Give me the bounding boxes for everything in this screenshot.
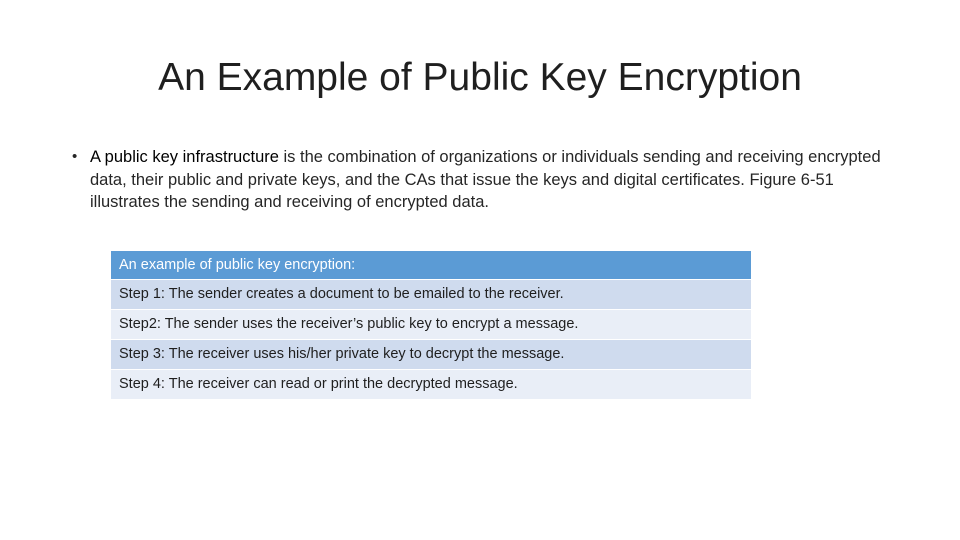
table-cell-step-4: Step 4: The receiver can read or print the decrypted message.	[111, 370, 751, 400]
table-header-cell: An example of public key encryption:	[111, 251, 751, 280]
steps-table-container	[111, 251, 751, 400]
table-header-row	[111, 251, 751, 280]
table-row	[111, 340, 751, 370]
table-row	[111, 280, 751, 310]
table-row	[111, 310, 751, 340]
slide-title: An Example of Public Key Encryption	[158, 56, 802, 99]
steps-table	[111, 251, 751, 400]
table-cell-step-3: Step 3: The receiver uses his/her private key to decrypt the message.	[111, 340, 751, 370]
table-cell-step-2: Step2: The sender uses the receiver’s public key to encrypt a message.	[111, 310, 751, 340]
bullet-list	[72, 146, 892, 214]
bullet-text	[90, 146, 892, 214]
table-row	[111, 370, 751, 400]
bullet-lead-term: A public key infrastructure	[90, 148, 279, 166]
bullet-body: is the combination of organizations or individuals sending and receiving encrypted data, their public and private keys, and the CAs that issue the keys and digital certificates. Figure 6-51 illustrates the sending and receiving of encrypted data.	[90, 148, 881, 211]
table-cell-step-1: Step 1: The sender creates a document to be emailed to the receiver.	[111, 280, 751, 310]
bullet-dot-icon: •	[72, 148, 78, 165]
bullet-item	[72, 146, 892, 214]
